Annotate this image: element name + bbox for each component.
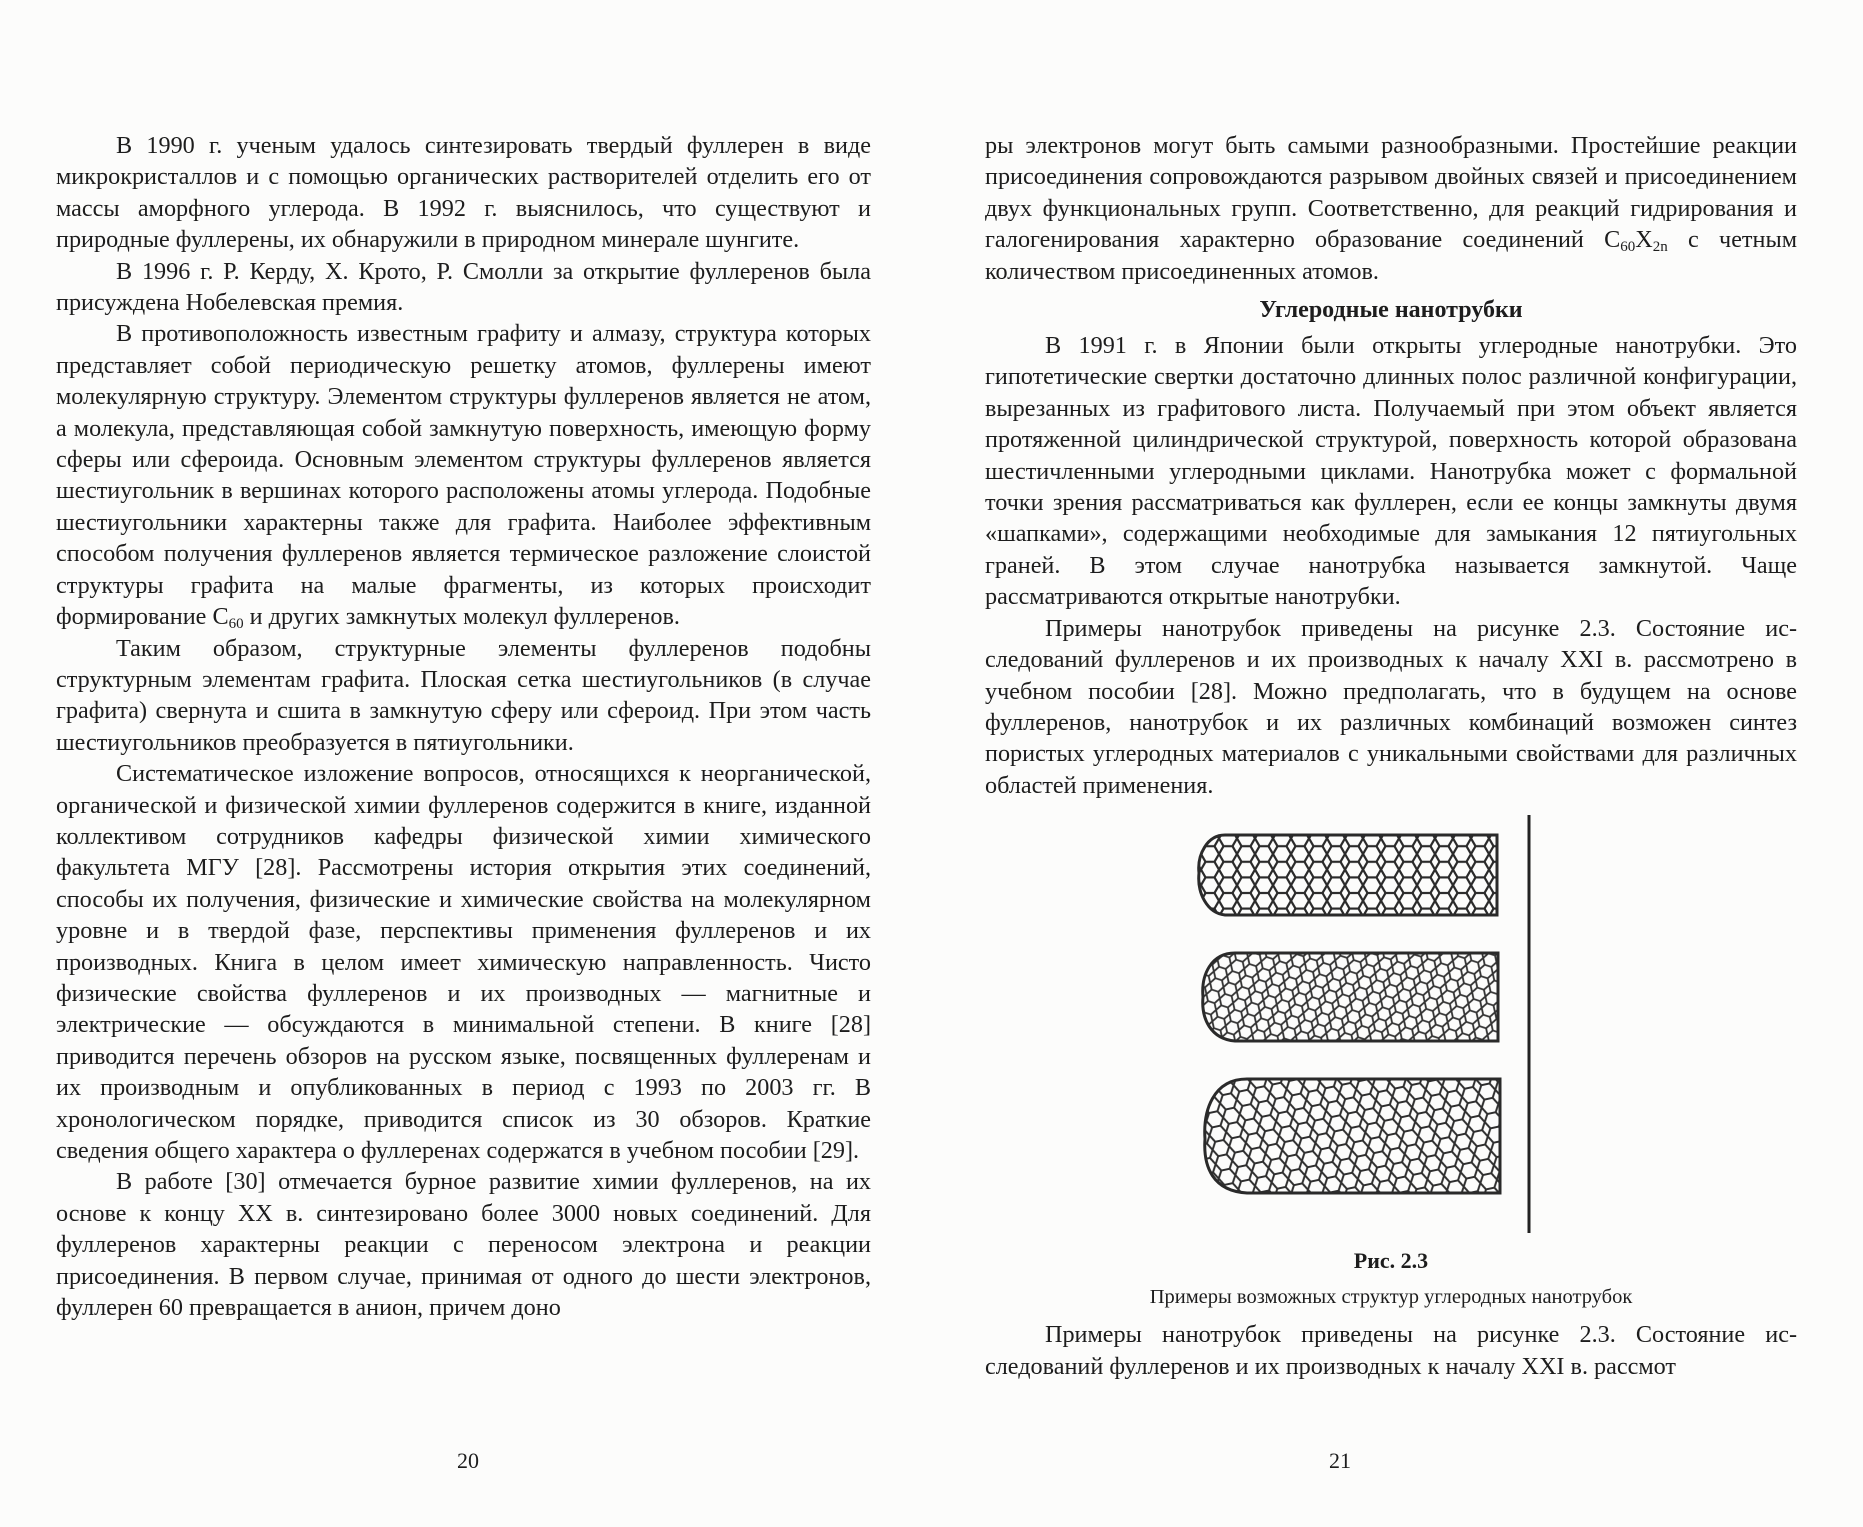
- figure-caption: Примеры возможных структур углеродных нанотрубок: [1149, 1286, 1633, 1309]
- paragraph: В 1991 г. в Японии были открыты углеродные нанотрубки. Это гипотетические свертки достаточно длинных полос различной конфигурации, вырезанных из графитового листа. Получаемый при этом объект является протяженной цилиндрической структурой, поверхность которой образована шестичленными углеродными циклами. Нанотрубка может с формальной точки зрения рассматриваться как фуллерен, если ее концы замкнуты двумя «шапками», содержащими необходимые для замыкания 12 пятиугольных граней. В этом случае нанотрубка называется замкнутой. Чаще рассматриваются открытые нанотрубки.: [985, 332, 1797, 611]
- paragraph: [56, 318, 871, 632]
- figure-label: Рис. 2.3: [1353, 1248, 1429, 1274]
- left-text-column: [56, 130, 871, 1323]
- formula-c60: $C_{60}$: [212, 603, 244, 633]
- paragraph-text: и других замкнутых молекул фуллеренов.: [249, 603, 680, 631]
- left-page: [0, 0, 930, 1527]
- nanotube-2: [1203, 953, 1498, 1041]
- paragraph-text: В противоположность известным графиту и алмазу, структура которых представляет собой периодическую решетку атомов, фуллерены имеют молекулярную структуру. Элементом структуры фуллеренов является не атом, а молекула, представляющая собой замкнутую поверхность, имеющую форму сферы или сфероида. Основным элементом структуры фуллеренов является шестиугольник в вершинах которого расположены атомы углерода. Подобные шестиугольники характерны также для графита. Наиболее эффективным способом получения фуллеренов является термическое разложение слоистой структуры графита на малые фрагменты, из которых происходит формирование: [56, 320, 871, 631]
- nanotube-1: [1199, 835, 1497, 915]
- right-text-column: [985, 130, 1797, 1382]
- nanotube-illustration: [985, 815, 1797, 1243]
- paragraph: Систематическое изложение вопросов, относящихся к неорганической, органической и физической химии фуллеренов содержится в книге, изданной коллективом сотрудников кафедры физической химии химического факультета МГУ [28]. Рассмотрены история открытия этих соединений, способы их получения, физические и химические свойства на молекулярном уровне и в твердой фазе, перспективы применения фуллеренов и их производных. Книга в целом имеет химическую направленность. Чисто физические свойства фуллеренов и их производных — магнитные и электрические — обсуждаются в минимальной степени. В книге [28] приводится перечень обзоров на русском языке, посвященных фуллеренам и их производным и опубликованных в период с 1993 по 2003 гг. В хронологическом порядке, приводится список из 30 обзоров. Краткие сведения общего характера о фуллеренах содержатся в учебном пособии [29].: [56, 760, 871, 1164]
- section-heading: Углеродные нанотрубки: [1259, 297, 1523, 324]
- paragraph: В работе [30] отмечается бурное развитие химии фуллеренов, на их основе к концу XX в. синтезировано более 3000 новых соединений. Для фуллеренов характерны реакции с переносом электрона и реакции присоединения. В первом случае, принимая от одного до шести электронов, фуллерен 60 превращается в анион, причем доно: [56, 1168, 871, 1322]
- formula-c60x2n: $C_{60}X_{2n}$: [1604, 226, 1668, 256]
- right-page: [930, 0, 1863, 1527]
- figure-nanotubes: [985, 815, 1797, 1243]
- paragraph: В 1996 г. Р. Керду, Х. Крото, Р. Смолли за открытие фуллеренов была присуждена Нобелевская премия.: [56, 257, 871, 317]
- paragraph: Примеры нанотрубок приведены на рисунке 2.3. Состояние исследований фуллеренов и их производных к началу XXI в. рассмотрено в учебном пособии [28]. Можно предполагать, что в будущем на основе фуллеренов, нанотрубок и их различных комбинаций возможен синтез пористых углеродных материалов с уникальными свойствами для различных областей применения.: [985, 614, 1797, 799]
- nanotube-3: [1205, 1079, 1500, 1193]
- paragraph: Примеры нанотрубок приведены на рисунке 2.3. Состояние исследований фуллеренов и их производных к началу XXI в. рассмот: [985, 1321, 1797, 1380]
- paragraph: В 1990 г. ученым удалось синтезировать твердый фуллерен в виде микрокристаллов и с помощью органических растворителей отделить его от массы аморфного углерода. В 1992 г. выяснилось, что существуют и природные фуллерены, их обнаружили в природном минерале шунгите.: [56, 132, 871, 254]
- paragraph: Таким образом, структурные элементы фуллеренов подобны структурным элементам графита. Плоская сетка шестиугольников (в случае графита) свернута и сшита в замкнутую сферу или сфероид. При этом часть шестиугольников преобразуется в пятиугольники.: [56, 634, 871, 756]
- paragraph-continuation: ры электронов могут быть самыми разнообразными. Простейшие реакции присоединения сопровождаются разрывом двойных связей и присоединением двух функциональных групп. Соответственно, для реакций гидрирования и галогенирования характерно образование соединений $C_{60}X_{2n}$ с четным количеством присоединенных атомов.: [985, 132, 1797, 285]
- page-number: 20: [457, 1448, 479, 1473]
- page-number: 21: [1329, 1448, 1351, 1473]
